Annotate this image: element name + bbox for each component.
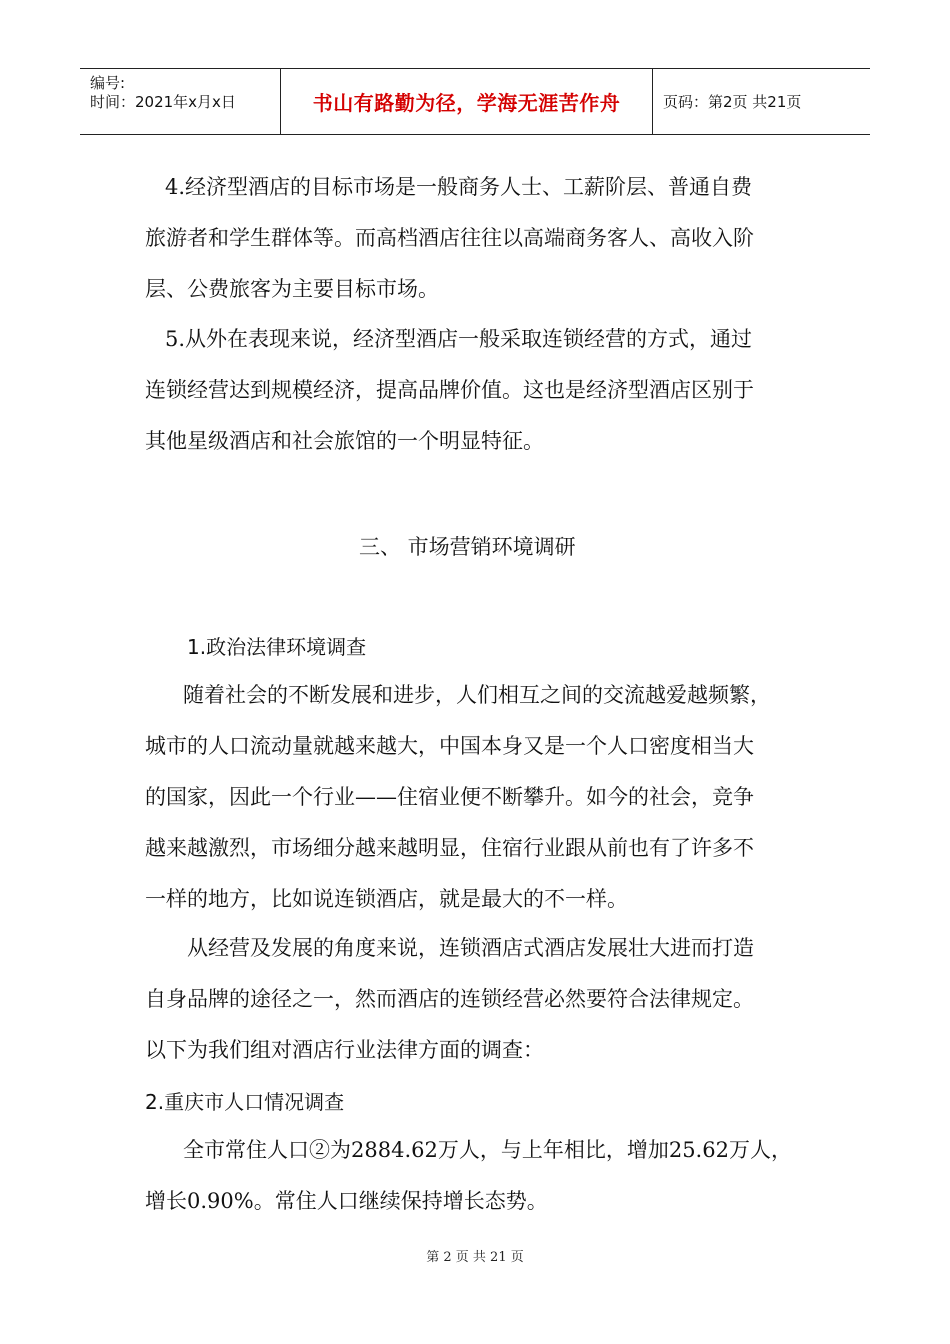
subsection-title-1: 1.政治法律环境调查 [187, 635, 367, 659]
paragraph-line: 随着社会的不断发展和进步，人们相互之间的交流越爱越频繁， [183, 683, 771, 707]
header-motto: 书山有路勤为径，学海无涯苦作舟 [312, 91, 621, 115]
paragraph-line: 一样的地方，比如说连锁酒店，就是最大的不一样。 [145, 887, 628, 911]
paragraph-line: 4.经济型酒店的目标市场是一般商务人士、工薪阶层、普通自费 [165, 175, 753, 199]
paragraph-line: 城市的人口流动量就越来越大，中国本身又是一个人口密度相当大 [145, 734, 754, 758]
paragraph-line: 从经营及发展的角度来说，连锁酒店式酒店发展壮大进而打造 [187, 936, 754, 960]
paragraph-line: 连锁经营达到规模经济，提高品牌价值。这也是经济型酒店区别于 [145, 378, 754, 402]
paragraph-4 [145, 162, 795, 315]
paragraph-line: 其他星级酒店和社会旅馆的一个明显特征。 [145, 429, 544, 453]
section-title: 三、 市场营销环境调研 [359, 535, 576, 559]
document-number-label: 编号: [90, 74, 126, 92]
header-page-info: 页码：第2页 共21页 [663, 93, 802, 111]
paragraph-line: 全市常住人口②为2884.62万人，与上年相比，增加25.62万人， [183, 1138, 792, 1162]
header-page-cell [653, 69, 870, 134]
paragraph-sub1-2 [145, 923, 795, 1076]
paragraph-sub1-1 [145, 670, 795, 925]
document-date-label: 时间：2021年x月x日 [90, 93, 236, 111]
header-motto-cell [281, 69, 653, 134]
page-footer: 第 2 页 共 21 页 [426, 1250, 524, 1265]
paragraph-line: 旅游者和学生群体等。而高档酒店往往以高端商务客人、高收入阶 [145, 226, 754, 250]
paragraph-line: 层、公费旅客为主要目标市场。 [145, 277, 439, 301]
subsection-title-2: 2.重庆市人口情况调查 [145, 1090, 345, 1114]
paragraph-line: 增长0.90%。常住人口继续保持增长态势。 [145, 1189, 548, 1213]
header-info-cell [80, 69, 281, 134]
paragraph-line: 以下为我们组对酒店行业法律方面的调查： [145, 1038, 544, 1062]
paragraph-line: 的国家，因此一个行业——住宿业便不断攀升。如今的社会，竞争 [145, 785, 754, 809]
header-table [80, 68, 870, 135]
paragraph-sub2-1 [145, 1125, 795, 1227]
paragraph-line: 5.从外在表现来说，经济型酒店一般采取连锁经营的方式，通过 [165, 327, 753, 351]
paragraph-line: 自身品牌的途径之一，然而酒店的连锁经营必然要符合法律规定。 [145, 987, 754, 1011]
paragraph-line: 越来越激烈，市场细分越来越明显，住宿行业跟从前也有了许多不 [145, 836, 754, 860]
paragraph-5 [145, 314, 795, 467]
